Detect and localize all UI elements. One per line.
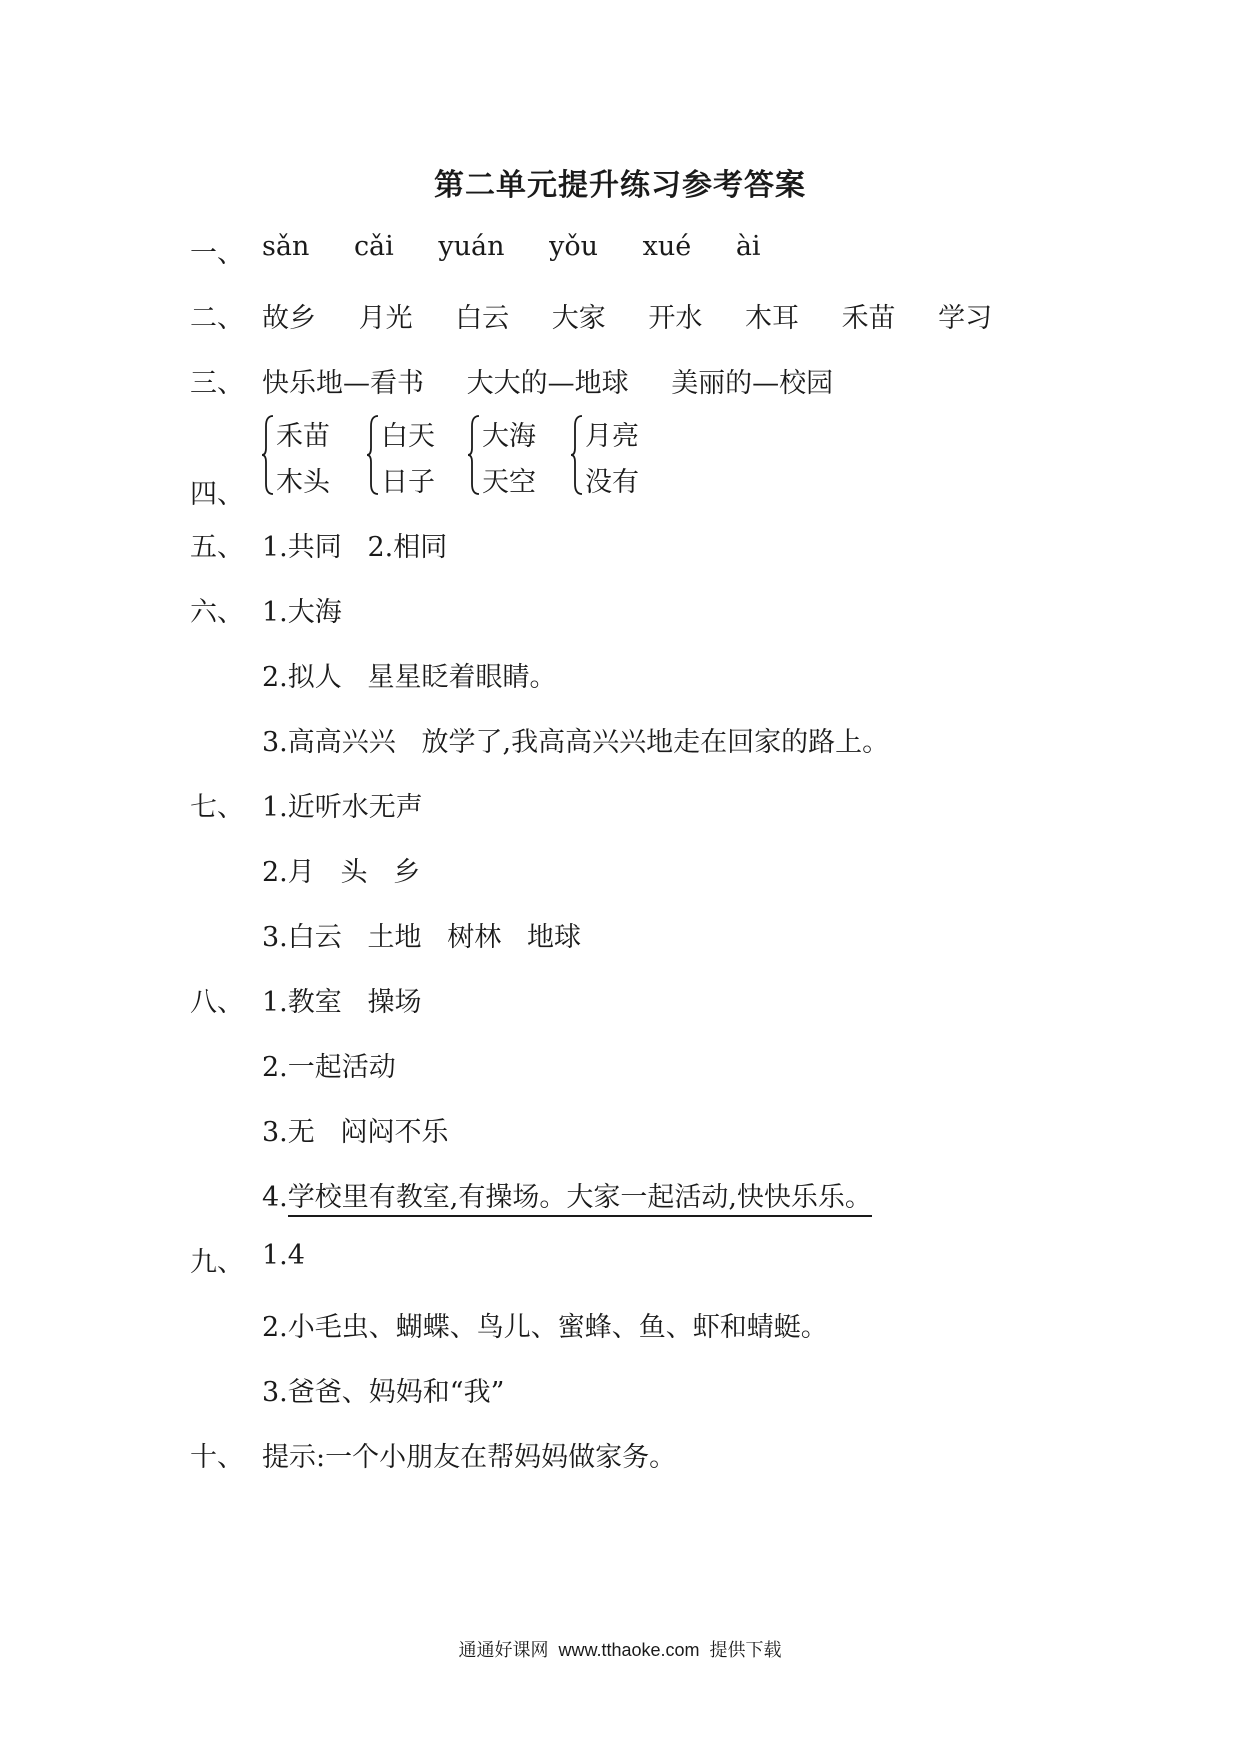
pinyin-item: cǎi xyxy=(353,231,394,262)
section-1-pinyin xyxy=(262,231,797,262)
section-7-line-3: 3.白云 土地 树林 地球 xyxy=(262,922,582,953)
brace-bottom-word: 没有 xyxy=(585,467,639,498)
section-1-number: 一、 xyxy=(190,238,244,269)
section-3-phrases xyxy=(262,361,867,400)
pinyin-item: yuán xyxy=(438,231,505,262)
section-7-number: 七、 xyxy=(190,792,244,823)
word-item: 禾苗 xyxy=(841,303,896,334)
brace-bottom-word: 木头 xyxy=(276,467,330,498)
section-6-line-3: 3.高高兴兴 放学了,我高高兴兴地走在回家的路上。 xyxy=(262,727,890,758)
section-8-line-3: 3.无 闷闷不乐 xyxy=(262,1117,449,1148)
pinyin-item: xué xyxy=(642,231,692,262)
phrase-item: 美丽的—校园 xyxy=(671,368,834,399)
section-6-line-2: 2.拟人 星星眨着眼睛。 xyxy=(262,662,557,693)
section-2-words xyxy=(262,296,1026,335)
pinyin-item: sǎn xyxy=(262,231,310,262)
word-item: 白云 xyxy=(455,303,510,334)
brace-bottom-word: 日子 xyxy=(381,467,435,498)
brace-icon xyxy=(367,414,379,496)
section-5-answer: 1.共同 2.相同 xyxy=(262,532,448,563)
section-8-number: 八、 xyxy=(190,987,244,1018)
section-2-number: 二、 xyxy=(190,303,244,334)
section-9-line-2: 2.小毛虫、蝴蝶、鸟儿、蜜蜂、鱼、虾和蜻蜓。 xyxy=(262,1312,828,1343)
brace-icon xyxy=(262,414,274,496)
pinyin-item: yǒu xyxy=(549,231,599,262)
brace-top-word: 禾苗 xyxy=(276,421,330,452)
section-3-number: 三、 xyxy=(190,368,244,399)
section-6-number: 六、 xyxy=(190,597,244,628)
word-item: 开水 xyxy=(648,303,703,334)
brace-top-word: 白天 xyxy=(381,421,435,452)
phrase-item: 大大的—地球 xyxy=(466,368,629,399)
line-prefix: 4. xyxy=(262,1182,288,1213)
page-title: 第二单元提升练习参考答案 xyxy=(434,168,806,203)
section-4-number: 四、 xyxy=(190,479,244,510)
brace-bottom-word: 天空 xyxy=(482,467,536,498)
section-5-number: 五、 xyxy=(190,532,244,563)
section-8-line-4 xyxy=(262,1175,872,1214)
pinyin-item: ài xyxy=(735,231,761,262)
word-item: 木耳 xyxy=(744,303,799,334)
section-8-line-1: 1.教室 操场 xyxy=(262,987,422,1018)
brace-top-word: 大海 xyxy=(482,421,536,452)
brace-icon xyxy=(571,414,583,496)
section-7-line-2: 2.月 头 乡 xyxy=(262,857,421,888)
section-7-line-1: 1.近听水无声 xyxy=(262,792,423,823)
word-item: 故乡 xyxy=(262,303,316,334)
word-item: 月光 xyxy=(358,303,413,334)
brace-top-word: 月亮 xyxy=(585,421,639,452)
section-9-line-1: 1.4 xyxy=(262,1240,305,1271)
phrase-item: 快乐地—看书 xyxy=(262,368,424,399)
brace-icon xyxy=(468,414,480,496)
section-10-number: 十、 xyxy=(190,1442,244,1473)
footer-credit: 通通好课网 www.tthaoke.com 提供下载 xyxy=(458,1640,782,1660)
section-8-line-2: 2.一起活动 xyxy=(262,1052,396,1083)
underlined-answer: 学校里有教室,有操场。大家一起活动,快快乐乐。 xyxy=(288,1182,872,1217)
section-9-number: 九、 xyxy=(190,1247,244,1278)
section-10-answer: 提示:一个小朋友在帮妈妈做家务。 xyxy=(262,1442,677,1473)
word-item: 大家 xyxy=(551,303,606,334)
section-9-line-3: 3.爸爸、妈妈和“我” xyxy=(262,1377,505,1408)
word-item: 学习 xyxy=(938,303,993,334)
section-6-line-1: 1.大海 xyxy=(262,597,342,628)
